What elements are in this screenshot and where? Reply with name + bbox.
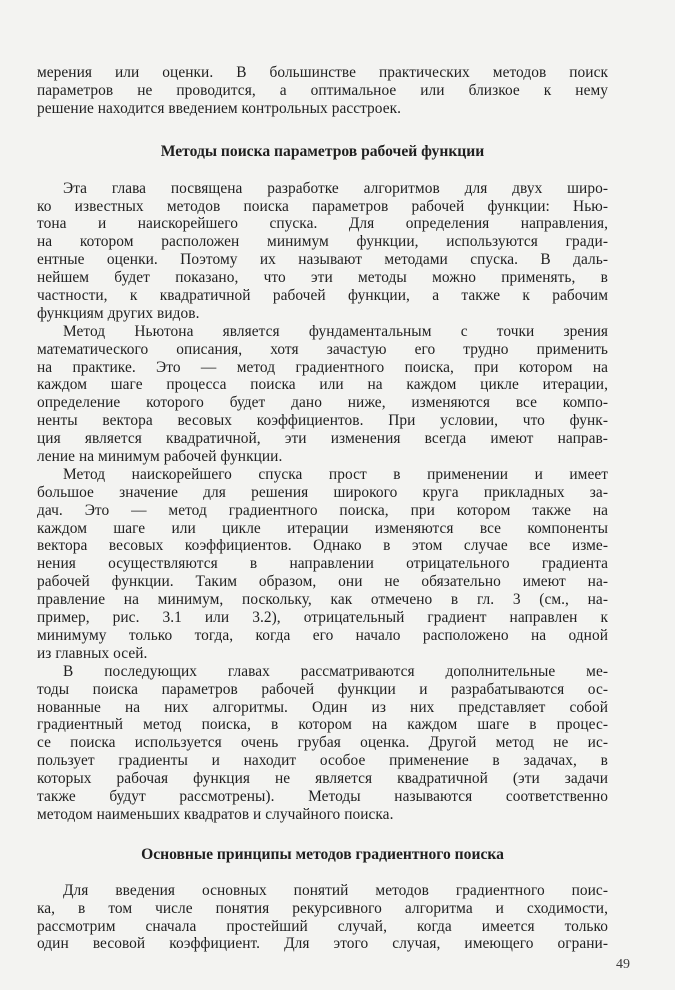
text-line: каждом шаге или цикле итерации изменяются все компоненты	[37, 519, 608, 537]
page-number: 49	[616, 957, 630, 972]
paragraph	[37, 882, 608, 954]
text-line: пример, рис. 3.1 или 3.2), отрицательный градиент направлен к	[37, 609, 608, 627]
text-line: на котором расположен минимум функции, используются гради-	[37, 233, 608, 251]
text-line: ненты вектора весовых коэффициентов. При условии, что функ-	[37, 412, 608, 430]
section-heading-search-methods: Методы поиска параметров рабочей функции	[160, 142, 485, 160]
text-line: пользует градиенты и находит особое применение в задачах, в	[37, 752, 608, 770]
text-line: Метод наискорейшего спуска прост в применении и имеет	[63, 465, 608, 483]
text-line: градиентный метод поиска, в котором на каждом шаге в процес-	[37, 716, 608, 734]
text-line: функциям других видов.	[37, 304, 200, 322]
text-line: определение которого будет дано ниже, изменяются все компо-	[37, 394, 608, 412]
text-line: каждом шаге процесса поиска или на каждом цикле итерации,	[37, 376, 608, 394]
text-line: из главных осей.	[37, 644, 148, 662]
text-line: Метод Ньютона является фундаментальным с точки зрения	[63, 322, 608, 340]
text-line: математического описания, хотя зачастую его трудно применить	[37, 340, 608, 358]
section-heading-gradient-principles: Основные принципы методов градиентного поиска	[141, 845, 504, 863]
text-line: ко известных методов поиска параметров рабочей функции: Нью-	[37, 197, 608, 215]
text-line: правление на минимум, поскольку, как отмечено в гл. 3 (см., на-	[37, 591, 608, 609]
text-line: тона и наискорейшего спуска. Для определения направления,	[37, 215, 608, 233]
text-line: частности, к квадратичной рабочей функции, а также к рабочим	[37, 287, 608, 305]
paragraph	[37, 663, 608, 824]
text-line: рабочей функции. Таким образом, они не обязательно имеют на-	[37, 573, 608, 591]
text-line: рассмотрим сначала простейший случай, когда имеется только	[37, 917, 608, 935]
paragraph	[37, 180, 608, 323]
text-line: вектора весовых коэффициентов. Однако в этом случае все изме-	[37, 537, 608, 555]
text-line: ление на минимум рабочей функции.	[37, 448, 283, 466]
text-line: большое значение для решения широкого круга прикладных за-	[37, 483, 608, 501]
text-line: ция является квадратичной, эти изменения всегда имеют направ-	[37, 430, 608, 448]
text-line: нованные на них алгоритмы. Один из них представляет собой	[37, 698, 608, 716]
text-line: методом наименьших квадратов и случайного поиска.	[37, 805, 394, 823]
text-line: на практике. Это — метод градиентного поиска, при котором на	[37, 358, 608, 376]
text-line: тоды поиска параметров рабочей функции и разрабатываются ос-	[37, 680, 608, 698]
text-line: минимуму только тогда, когда его начало расположено на одной	[37, 626, 608, 644]
text-line: мерения или оценки. В большинстве практических методов поиск	[37, 64, 608, 81]
text-line: Для введения основных понятий методов градиентного поис-	[63, 881, 608, 899]
text-line: ентные оценки. Поэтому их называют методами спуска. В даль-	[37, 251, 608, 269]
intro-paragraph	[37, 64, 608, 118]
book-page	[37, 64, 608, 953]
text-line: нения осуществляются в направлении отрицательного градиента	[37, 555, 608, 573]
text-line: решение находится введением контрольных расстроек.	[37, 99, 402, 117]
text-line: В последующих главах рассматриваются дополнительные ме-	[63, 662, 608, 680]
text-line: также будут рассмотрены). Методы называются соответственно	[37, 787, 608, 805]
text-line: которых рабочая функция не является квадратичной (эти задачи	[37, 770, 608, 788]
text-line: Эта глава посвящена разработке алгоритмов для двух широ-	[63, 179, 608, 197]
text-line: нейшем будет показано, что эти методы можно применять, в	[37, 269, 608, 287]
text-line: дач. Это — метод градиентного поиска, при котором также на	[37, 501, 608, 519]
paragraph	[37, 323, 608, 466]
paragraph	[37, 466, 608, 663]
text-line: один весовой коэффициент. Для этого случая, имеющего ограни-	[37, 935, 608, 953]
text-line: параметров не проводится, а оптимальное или близкое к нему	[37, 81, 608, 99]
text-line: ка, в том числе понятия рекурсивного алгоритма и сходимости,	[37, 899, 608, 917]
text-line: се поиска используется очень грубая оценка. Другой метод не ис-	[37, 734, 608, 752]
